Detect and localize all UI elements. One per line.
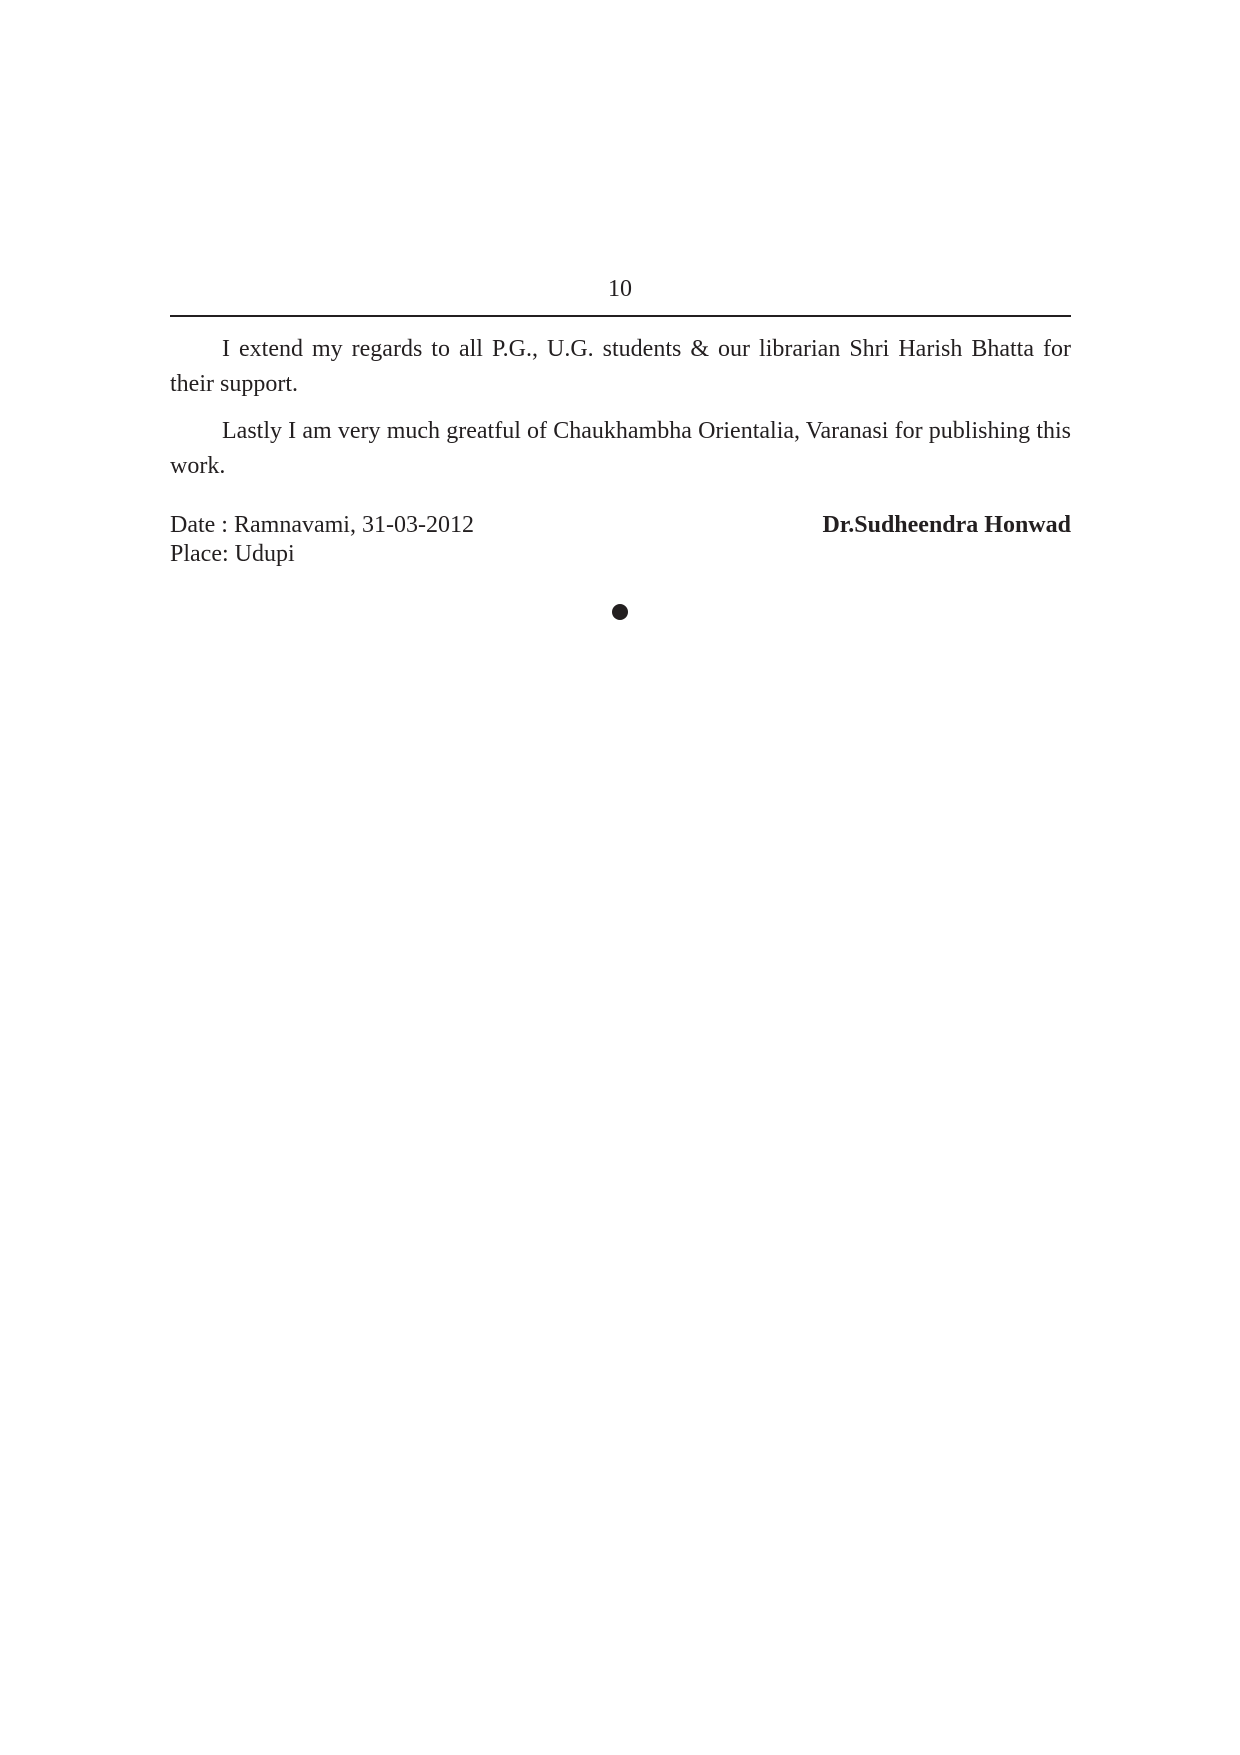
signature-block: [170, 511, 1071, 569]
date-row: [170, 511, 1071, 540]
paragraph-regards: I extend my regards to all P.G., U.G. students & our librarian Shri Harish Bhatta for their support.: [170, 336, 1071, 397]
place-label: Place:: [170, 541, 229, 567]
date-label: Date :: [170, 512, 228, 538]
author-name: Dr.Sudheendra Honwad: [822, 512, 1071, 538]
bullet-icon: [612, 604, 628, 620]
date-value: Ramnavami, 31-03-2012: [233, 512, 474, 538]
header-rule: [170, 315, 1071, 317]
page-number: 10: [608, 276, 632, 302]
place-line: [170, 540, 295, 569]
date-line: [170, 511, 474, 540]
place-value: Udupi: [234, 541, 295, 567]
paragraph-publisher-thanks: Lastly I am very much greatful of Chaukhambha Orientalia, Varanasi for publishing this work.: [170, 418, 1071, 479]
place-row: [170, 540, 1071, 569]
